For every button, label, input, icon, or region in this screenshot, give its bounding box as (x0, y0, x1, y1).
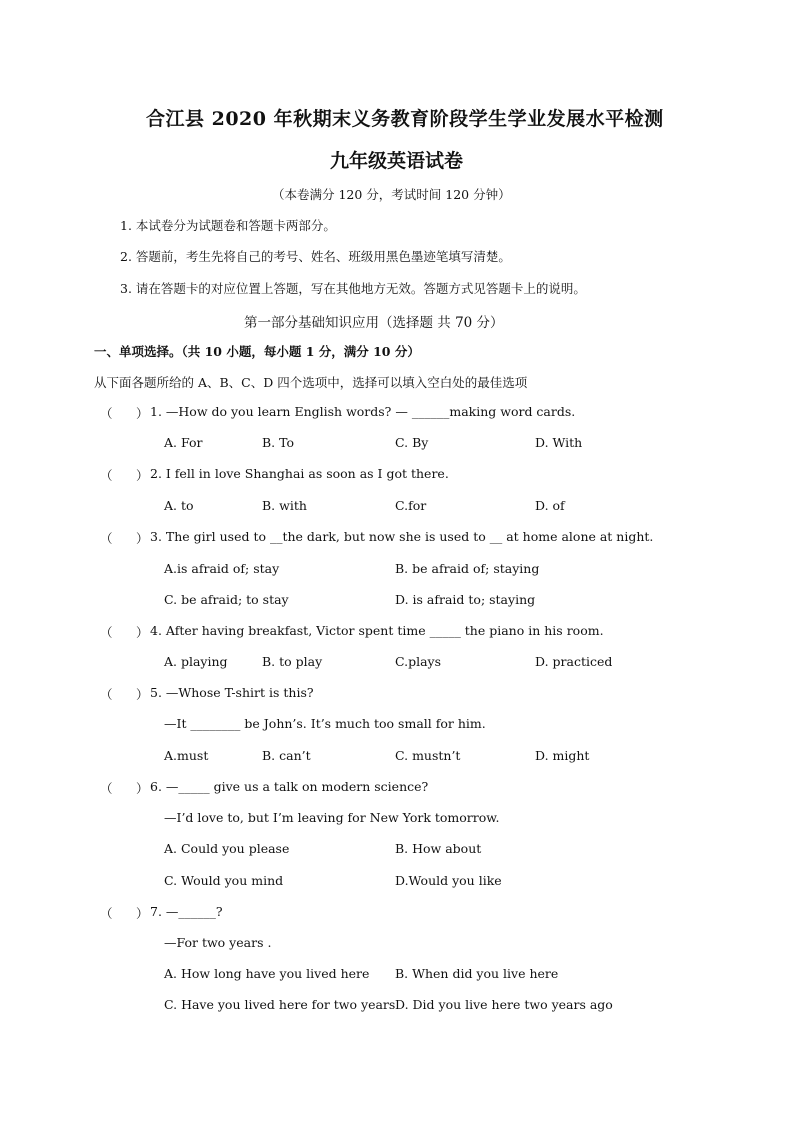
question-option: B. How about (395, 841, 482, 856)
answer-paren-open: （ (100, 406, 113, 421)
question-option: C. Have you lived here for two years (164, 997, 396, 1012)
answer-paren-open: （ (100, 687, 113, 702)
answer-paren-close: ） (136, 406, 149, 421)
question-option: B. When did you live here (395, 966, 559, 981)
question-option: B. To (262, 435, 295, 450)
question-option: A. to (164, 498, 194, 513)
question-option: C. be afraid; to stay (164, 592, 289, 607)
section-intro: 从下面各题所给的 A、B、C、D 四个选项中，选择可以填入空白处的最佳选项 (94, 375, 528, 390)
exam-subtitle: 九年级英语试卷 (330, 150, 464, 172)
answer-paren-close: ） (136, 531, 149, 546)
question-option: B. with (262, 498, 307, 513)
answer-paren-close: ） (136, 906, 149, 921)
question-stem: 5. —Whose T-shirt is this? (150, 685, 314, 700)
answer-paren-open: （ (100, 625, 113, 640)
question-stem: 1. —How do you learn English words? — ______making word cards. (150, 404, 576, 419)
question-option: A. How long have you lived here (164, 966, 370, 981)
question-option: A. playing (164, 654, 228, 669)
question-option: A. For (164, 435, 203, 450)
question-option: D. of (535, 498, 565, 513)
question-stem: 7. —______? (150, 904, 223, 919)
instruction-item: 1. 本试卷分为试题卷和答题卡两部分。 (120, 218, 336, 233)
question-dialog-line: —For two years . (164, 935, 272, 950)
question-option: D. With (535, 435, 583, 450)
answer-paren-close: ） (136, 687, 149, 702)
question-option: A.must (164, 748, 209, 763)
question-dialog-line: —I’d love to, but I’m leaving for New York tomorrow. (164, 810, 500, 825)
question-option: A. Could you please (164, 841, 290, 856)
question-stem: 4. After having breakfast, Victor spent time _____ the piano in his room. (150, 623, 604, 638)
question-option: B. be afraid of; staying (395, 561, 540, 576)
exam-note: （本卷满分 120 分，考试时间 120 分钟） (272, 187, 511, 202)
question-option: D. practiced (535, 654, 613, 669)
question-option: B. to play (262, 654, 323, 669)
question-option: D. might (535, 748, 590, 763)
question-option: B. can’t (262, 748, 311, 763)
question-stem: 3. The girl used to __the dark, but now she is used to __ at home alone at night. (150, 529, 654, 544)
part-title: 第一部分基础知识应用（选择题 共 70 分） (244, 315, 504, 331)
question-option: D. Did you live here two years ago (395, 997, 613, 1012)
answer-paren-open: （ (100, 906, 113, 921)
question-option: A.is afraid of; stay (164, 561, 280, 576)
question-option: C.for (395, 498, 427, 513)
question-stem: 2. I fell in love Shanghai as soon as I got there. (150, 466, 449, 481)
instruction-item: 2. 答题前，考生先将自己的考号、姓名、班级用黑色墨迹笔填写清楚。 (120, 249, 511, 264)
exam-title: 合江县 2020 年秋期末义务教育阶段学生学业发展水平检测 (146, 108, 664, 130)
answer-paren-open: （ (100, 781, 113, 796)
section-heading: 一、单项选择。（共 10 小题，每小题 1 分，满分 10 分） (94, 344, 420, 359)
question-option: C.plays (395, 654, 442, 669)
question-option: C. Would you mind (164, 873, 284, 888)
answer-paren-open: （ (100, 531, 113, 546)
question-option: D. is afraid to; staying (395, 592, 536, 607)
instruction-item: 3. 请在答题卡的对应位置上答题，写在其他地方无效。答题方式见答题卡上的说明。 (120, 281, 586, 296)
question-stem: 6. —_____ give us a talk on modern science? (150, 779, 429, 794)
question-option: C. By (395, 435, 429, 450)
answer-paren-open: （ (100, 468, 113, 483)
question-option: C. mustn’t (395, 748, 461, 763)
answer-paren-close: ） (136, 625, 149, 640)
question-option: D.Would you like (395, 873, 502, 888)
question-dialog-line: —It ________ be John’s. It’s much too small for him. (164, 716, 486, 731)
answer-paren-close: ） (136, 781, 149, 796)
answer-paren-close: ） (136, 468, 149, 483)
